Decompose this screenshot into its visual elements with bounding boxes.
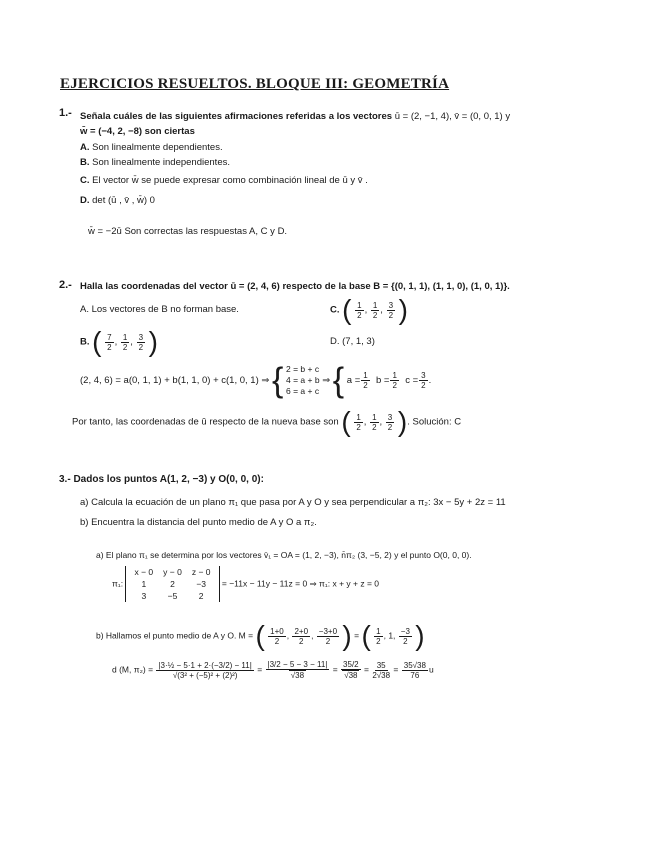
page-title: EJERCICIOS RESUELTOS. BLOQUE III: GEOMETRÍA (60, 76, 450, 92)
exercise-2-option-c: C. ( $\frac{1}{2}$ , $\frac{1}{2}$ , $\frac{3}{2}$ ) (330, 294, 408, 325)
exercise-1-vectors: ū = (2, −1, 4), v̄ = (0, 0, 1) y (394, 111, 511, 122)
paren: ) (398, 294, 408, 325)
exercise-1-statement-line1 (80, 111, 510, 122)
fraction: $\frac{1}{2}$ (392, 371, 397, 390)
conclusion-text: Por tanto, las coordenadas de ū respecto de la nueva base son (72, 416, 339, 428)
fraction: $\frac{35/2}{√38}$ (343, 660, 359, 680)
exercise-2-statement: Halla las coordenadas del vector ū = (2, 4, 6) respecto de la base B = {(0, 1, 1), (1, 1, 0), (1, 0, 1)}. (80, 281, 510, 292)
exercise-1-answer: w̄ = −2ū Son correctas las respuestas A, C y D. (88, 226, 288, 237)
exercise-3-solution-b: b) Hallamos el punto medio de A y O. M = ( $\frac{1+0}{2}$ , $\frac{2+0}{2}$ , $\frac{-3+0}{2}$ ) = ( $\frac{1}{2}$ , 1, $\frac{-3}{2}$ ) (96, 620, 425, 651)
fraction: $\frac{3}{2}$ (138, 332, 144, 352)
implies: ⇒ (322, 375, 331, 387)
fraction: $\frac{\text{|3·½ − 5·1 + 2·(−3/2) − 11|}}{\text{√(3² + (−5)² + (2)²)}}$ (158, 660, 252, 680)
fraction: $\frac{1}{2}$ (363, 371, 368, 390)
option-key: A. (80, 142, 90, 153)
brace: { (271, 361, 284, 400)
fraction: $\frac{-3+0}{2}$ (318, 626, 338, 646)
conclusion-solution: . Solución: C (407, 416, 462, 428)
det-cell: 1 (141, 579, 147, 589)
fraction: $\frac{2+0}{2}$ (294, 626, 309, 646)
exercise-2-option-d: D. (7, 1, 3) (330, 336, 375, 347)
exercise-2-conclusion: Por tanto, las coordenadas de ū respecto de la nueva base son ( $\frac{1}{2}$ , $\frac{1}{2}$ , $\frac{3}{2}$ ). Solución: C (72, 406, 462, 437)
det-cell: −5 (167, 591, 178, 601)
fraction: $\frac{-3}{2}$ (400, 626, 410, 646)
system-left: (2, 4, 6) = a(0, 1, 1) + b(1, 1, 0) + c(1, 0, 1) ⇒ (80, 375, 270, 387)
det-cell: 2 (198, 591, 204, 601)
exercise-3-statement: Dados los puntos A(1, 2, −3) y O(0, 0, 0): (73, 474, 264, 485)
exercise-1-option-a (80, 142, 223, 153)
exercise-1-option-c (80, 175, 368, 186)
option-text: Son linealmente dependientes. (92, 142, 223, 153)
exercise-2-option-a: A. Los vectores de B no forman base. (80, 304, 239, 315)
paren: ( (92, 326, 102, 357)
fraction: $\frac{35}{2√38}$ (372, 660, 391, 680)
det-cell: x − 0 (134, 567, 154, 577)
fraction: $\frac{3}{2}$ (387, 412, 393, 432)
distance-label: d (M, π₂) = (112, 664, 154, 675)
equation: 6 = a + c (285, 386, 320, 396)
det-cell: 2 (170, 579, 175, 589)
paren: ) (148, 326, 158, 357)
det-cell: 3 (141, 591, 147, 601)
paren: ( (341, 406, 351, 437)
det-cell: y − 0 (163, 567, 182, 577)
exercise-1-option-d (80, 195, 155, 206)
paren: ) (342, 620, 352, 651)
fraction: $\frac{3}{2}$ (421, 371, 426, 390)
fraction: $\frac{7}{2}$ (107, 332, 112, 352)
determinant-matrix (125, 566, 219, 602)
exercise-1-number: 1.- (59, 107, 72, 119)
paren: ( (255, 620, 265, 651)
fraction: $\frac{|3/2 - 5 - 3 - 11|}{√38}$ (267, 660, 328, 680)
fraction: $\frac{1}{2}$ (356, 412, 361, 432)
paren: ( (342, 294, 352, 325)
determinant-result: = −11x − 11y − 11z = 0 ⇒ π₁: x + y + z = 0 (221, 578, 380, 589)
equation: 2 = b + c (285, 364, 320, 374)
system-equations (286, 364, 320, 397)
paren: ) (415, 620, 425, 651)
option-key: D. (80, 195, 90, 206)
fraction: $\frac{1}{2}$ (372, 300, 378, 320)
exercise-3-part-b: b) Encuentra la distancia del punto medio de A y O a π₂. (80, 517, 317, 528)
midpoint-text: b) Hallamos el punto medio de A y O. M = (96, 630, 254, 641)
det-cell: −3 (196, 579, 207, 589)
exercise-3-number: 3.- (59, 474, 71, 485)
fraction: $\frac{1}{2}$ (357, 300, 362, 320)
plane-label: π₁: (112, 578, 124, 589)
exercise-1-statement-line2: w̄ = (−4, 2, −8) son ciertas (80, 126, 195, 137)
exercise-3-distance: d (M, π₂) = $\frac{\text{|3·½ − 5·1 + 2·(−3/2) − 11|}}{\text{√(3² + (−5)² + (2)²)}}$ = $\frac{|3/2 - 5 - 3 - 11|}{√38}$ = $\frac{35/2}{√38}$ = $\frac{35}{2√38}$ = $\frac{35√38}{76}$ u (112, 660, 434, 680)
paren: ( (361, 620, 371, 651)
exercise-3-header (59, 474, 264, 485)
fraction: $\frac{1}{2}$ (122, 332, 128, 352)
option-text: El vector w̄ se puede expresar como combinación lineal de ū y v̄ . (92, 175, 368, 186)
paren: ) (397, 406, 408, 437)
exercise-1-statement: Señala cuáles de las siguientes afirmaciones referidas a los vectores (80, 111, 393, 122)
fraction: $\frac{1}{2}$ (376, 626, 381, 646)
fraction: $\frac{1+0}{2}$ (270, 626, 284, 646)
fraction: $\frac{35√38}{76}$ (403, 660, 426, 680)
fraction: $\frac{1}{2}$ (372, 412, 377, 432)
exercise-2-system: (2, 4, 6) = a(0, 1, 1) + b(1, 1, 0) + c(1, 0, 1) ⇒ { 2 = b + c 4 = a + b 6 = a + c ⇒ { a = $\frac{1}{2}$ b = $\frac{1}{2}$ c = $\frac{3}{2}$ . (80, 361, 432, 400)
equation: 4 = a + b (285, 375, 320, 385)
option-text: Son linealmente independientes. (92, 157, 230, 168)
option-key: B. (80, 336, 90, 348)
fraction: $\frac{3}{2}$ (388, 300, 394, 320)
exercise-3-part-a: a) Calcula la ecuación de un plano π₁ que pasa por A y O y sea perpendicular a π₂: 3x − 5y + 2z = 11 (80, 497, 506, 508)
brace: { (332, 361, 345, 400)
exercise-2-option-b: B. ( $\frac{7}{2}$ , $\frac{1}{2}$ , $\frac{3}{2}$ ) (80, 326, 158, 357)
exercise-3-determinant (112, 566, 379, 602)
option-key: C. (80, 175, 90, 186)
option-key: C. (330, 304, 340, 316)
option-text: det (ū , v̄ , w̄) 0 (92, 195, 155, 206)
exercise-1-option-b (80, 157, 230, 168)
exercise-3-solution-a: a) El plano π₁ se determina por los vectores v̄₁ = OA = (1, 2, −3), n̄π₂ (3, −5, 2) y el punto O(0, 0, 0). (96, 550, 472, 560)
det-cell: z − 0 (191, 567, 211, 577)
exercise-2-number: 2.- (59, 279, 72, 291)
option-key: B. (80, 157, 90, 168)
